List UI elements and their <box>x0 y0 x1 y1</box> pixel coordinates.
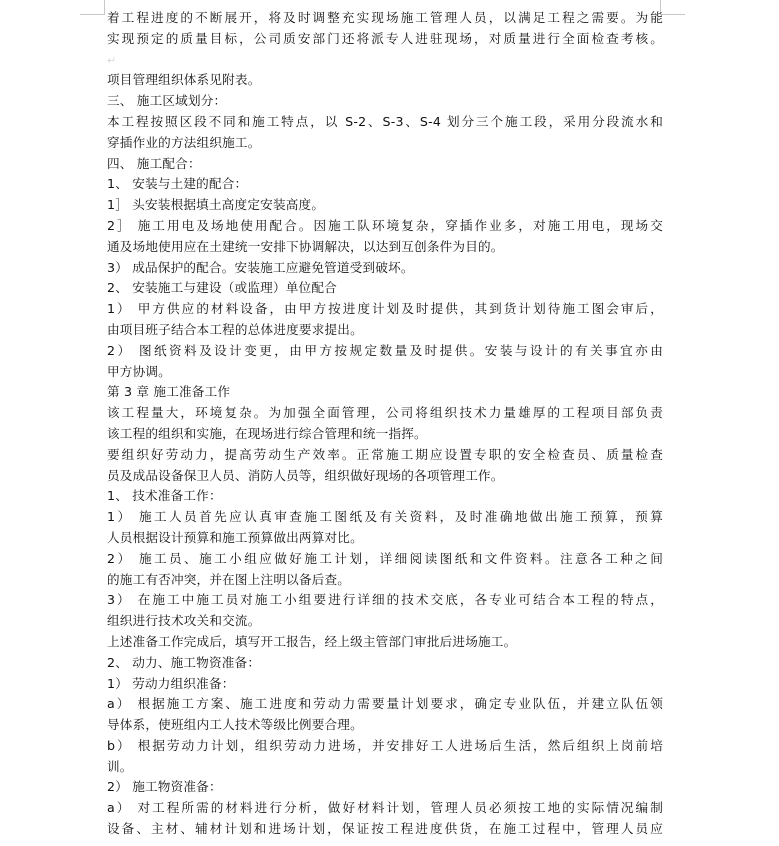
text-line: 由项目班子结合本工程的总体进度要求提出。 <box>107 321 363 337</box>
text-line: 该工程的组织和实施，在现场进行综合管理和统一指挥。 <box>107 425 427 441</box>
text-line: 设备、主材、辅材计划和进场计划，保证按工程进度供货，在施工过程中，管理人员应 <box>107 821 663 837</box>
text-line: 实现预定的质量目标，公司质安部门还将派专人进驻现场，对质量进行全面检查考核。 <box>107 30 663 46</box>
page-corner-mark-left <box>80 0 105 15</box>
text-line: a） 对工程所需的材料进行分析，做好材料计划，管理人员必须按工地的实际情况编制 <box>107 800 663 816</box>
text-line: a） 根据施工方案、施工进度和劳动力需要量计划要求，确定专业队伍，并建立队伍领 <box>107 696 663 712</box>
document-body <box>107 8 663 840</box>
text-line: 组织进行技术攻关和交流。 <box>107 613 261 629</box>
text-line: 要组织好劳动力，提高劳动生产效率。正常施工期应设置专职的安全检查员、质量检查 <box>107 446 663 462</box>
text-line: 甲方协调。 <box>107 363 171 379</box>
text-line: 2、 动力、施工物资准备： <box>107 654 261 670</box>
page-corner-mark-right <box>660 0 685 15</box>
text-line: 1） 施工人员首先应认真审查施工图纸及有关资料，及时准确地做出施工预算，预算 <box>107 509 663 525</box>
text-line: 1、 安装与土建的配合： <box>107 176 248 192</box>
text-line: 1） 劳动力组织准备： <box>107 675 235 691</box>
text-line: 1、 技术准备工作： <box>107 488 222 504</box>
text-line: 的施工有否冲突，并在图上注明以备后查。 <box>107 571 351 587</box>
text-line: 导体系，使班组内工人技术等级比例要合理。 <box>107 717 363 733</box>
text-line: 项目管理组织体系见附表。 <box>107 72 261 88</box>
text-line: 2］ 施工用电及场地使用配合。因施工队环境复杂，穿插作业多，对施工用电，现场交 <box>107 217 663 233</box>
text-line: 3） 在施工中施工员对施工小组要进行详细的技术交底，各专业可结合本工程的特点， <box>107 592 663 608</box>
text-line <box>107 50 663 71</box>
text-line: 通及场地使用应在土建统一安排下协调解决，以达到互创条件为目的。 <box>107 238 504 254</box>
text-line: 三、 施工区域划分： <box>107 93 227 109</box>
text-line: 第 3 章 施工准备工作 <box>107 384 231 400</box>
text-line: 上述准备工作完成后，填写开工报告，经上级主管部门审批后进场施工。 <box>107 633 517 649</box>
text-line: 2、 安装施工与建设（或监理）单位配合 <box>107 280 337 296</box>
text-line: 训。 <box>107 758 133 774</box>
text-line: b） 根据劳动力计划，组织劳动力进场，并安排好工人进场后生活，然后组织上岗前培 <box>107 737 663 753</box>
text-line: 着工程进度的不断展开，将及时调整充实现场施工管理人员，以满足工程之需要。为能 <box>107 10 663 25</box>
text-line: 2） 图纸资料及设计变更，由甲方按规定数量及时提供。安装与设计的有关事宜亦由 <box>107 342 663 358</box>
text-line: 本工程按照区段不同和施工特点，以 S-2、S-3、S-4 划分三个施工段，采用分段流水和 <box>107 113 663 129</box>
text-line: 2） 施工员、施工小组应做好施工计划，详细阅读图纸和文件资料。注意各工种之间 <box>107 550 663 566</box>
text-line: 人员根据设计预算和施工预算做出两算对比。 <box>107 529 363 545</box>
text-line: 1） 甲方供应的材料设备，由甲方按进度计划及时提供，其到货计划待施工图会审后， <box>107 301 663 317</box>
paragraph-mark: ↵ <box>107 53 117 67</box>
text-line: 该工程量大，环境复杂。为加强全面管理，公司将组织技术力量雄厚的工程项目部负责 <box>107 405 663 421</box>
text-line: 3） 成品保护的配合。安装施工应避免管道受到破坏。 <box>107 259 414 275</box>
text-line: 员及成品设备保卫人员、消防人员等，组织做好现场的各项管理工作。 <box>107 467 504 483</box>
text-line: 1］ 头安装根据填土高度定安装高度。 <box>107 197 325 213</box>
text-line: 穿插作业的方法组织施工。 <box>107 134 261 150</box>
text-line: 2） 施工物资准备： <box>107 779 222 795</box>
text-line: 四、 施工配合： <box>107 155 201 171</box>
